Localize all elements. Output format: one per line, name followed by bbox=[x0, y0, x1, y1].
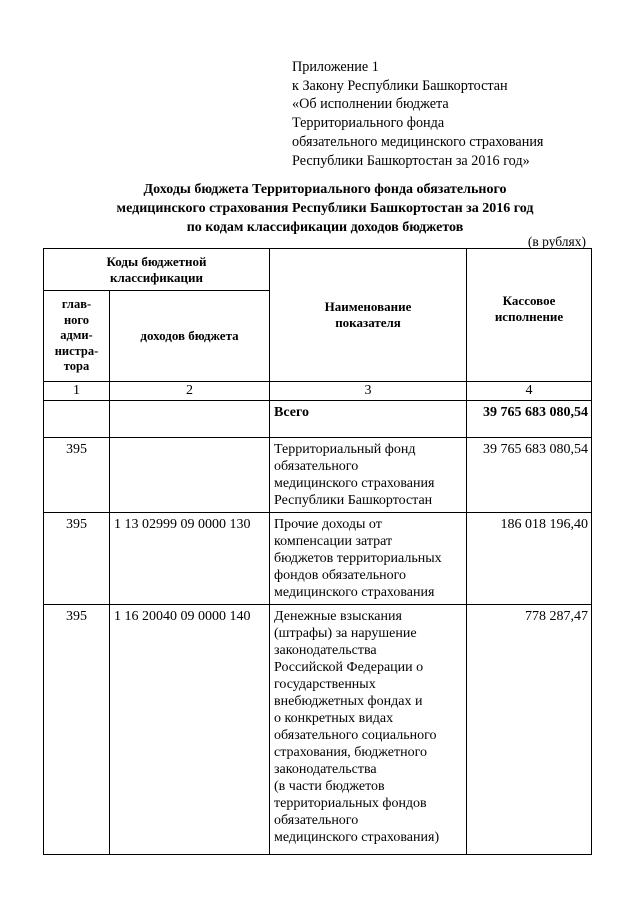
header-name-line: Наименование bbox=[324, 299, 412, 314]
indicator-line: Российской Федерации о bbox=[274, 660, 424, 675]
column-number: 3 bbox=[270, 382, 467, 401]
indicator-line: законодательства bbox=[274, 762, 377, 777]
column-number-row bbox=[44, 382, 592, 401]
amount: 778 287,47 bbox=[467, 605, 592, 855]
indicator-line: страхования, бюджетного bbox=[274, 745, 427, 760]
total-amount: 39 765 683 080,54 bbox=[467, 401, 592, 438]
indicator-line: Прочие доходы от bbox=[274, 517, 382, 532]
header-admin-line: тора bbox=[63, 359, 90, 374]
indicator-line: Республики Башкортостан bbox=[274, 493, 433, 508]
total-row bbox=[44, 401, 592, 438]
income-code bbox=[110, 438, 270, 513]
header-admin-line: глав- bbox=[61, 297, 92, 312]
indicator-line: внебюджетных фондах и bbox=[274, 694, 423, 709]
indicator-name bbox=[270, 438, 467, 513]
admin-code: 395 bbox=[44, 605, 110, 855]
indicator-name bbox=[270, 605, 467, 855]
indicator-line: Территориальный фонд bbox=[274, 442, 416, 457]
indicator-line: медицинского страхования bbox=[274, 476, 435, 491]
header-admin-line: нистра- bbox=[54, 343, 99, 358]
header-row bbox=[44, 249, 592, 291]
indicator-line: Денежные взыскания bbox=[274, 609, 402, 624]
indicator-line: о конкретных видах bbox=[274, 711, 394, 726]
document-title bbox=[40, 180, 610, 237]
header-income: доходов бюджета bbox=[110, 291, 270, 382]
header-amount-line: Кассовое bbox=[502, 293, 556, 308]
indicator-line: (штрафы) за нарушение bbox=[274, 626, 417, 641]
appendix-block bbox=[292, 58, 543, 170]
total-admin-cell bbox=[44, 401, 110, 438]
indicator-line: территориальных фондов bbox=[274, 796, 427, 811]
header-amount-line: исполнение bbox=[494, 309, 564, 324]
column-number: 1 bbox=[44, 382, 110, 401]
header-name-line: показателя bbox=[335, 315, 401, 330]
title-line: медицинского страхования Республики Башкортостан за 2016 год bbox=[116, 201, 534, 216]
header-codes-group bbox=[44, 249, 270, 291]
header-name bbox=[270, 249, 467, 382]
appendix-line: Приложение 1 bbox=[292, 59, 379, 75]
amount: 39 765 683 080,54 bbox=[467, 438, 592, 513]
income-code: 1 13 02999 09 0000 130 bbox=[110, 513, 270, 605]
indicator-line: законодательства bbox=[274, 643, 377, 658]
appendix-line: к Закону Республики Башкортостан bbox=[292, 77, 508, 94]
header-codes-line: классификации bbox=[109, 269, 204, 285]
table-row bbox=[44, 513, 592, 605]
appendix-line: Территориального фонда bbox=[292, 115, 445, 132]
income-code: 1 16 20040 09 0000 140 bbox=[110, 605, 270, 855]
indicator-line: обязательного bbox=[274, 813, 359, 828]
indicator-line: фондов обязательного bbox=[274, 568, 406, 583]
title-line: Доходы бюджета Территориального фонда обязательного bbox=[143, 182, 507, 197]
amount: 186 018 196,40 bbox=[467, 513, 592, 605]
column-number: 4 bbox=[467, 382, 592, 401]
header-admin bbox=[44, 291, 110, 382]
header-admin-line: адми- bbox=[60, 328, 93, 343]
indicator-line: государственных bbox=[274, 677, 376, 692]
indicator-name bbox=[270, 513, 467, 605]
header-admin-line: ного bbox=[63, 312, 90, 327]
total-label: Всего bbox=[270, 401, 467, 438]
units-label: (в рублях) bbox=[527, 234, 586, 249]
indicator-line: бюджетов территориальных bbox=[274, 551, 442, 566]
appendix-line: «Об исполнении бюджета bbox=[292, 96, 449, 113]
total-code-cell bbox=[110, 401, 270, 438]
admin-code: 395 bbox=[44, 438, 110, 513]
indicator-line: медицинского страхования) bbox=[274, 830, 440, 845]
indicator-line: (в части бюджетов bbox=[274, 779, 385, 794]
table-row bbox=[44, 438, 592, 513]
indicator-line: медицинского страхования bbox=[274, 585, 435, 600]
revenue-table bbox=[43, 248, 592, 855]
header-codes-line: Коды бюджетной bbox=[106, 253, 207, 269]
admin-code: 395 bbox=[44, 513, 110, 605]
appendix-line: Республики Башкортостан за 2016 год» bbox=[292, 152, 530, 169]
indicator-line: обязательного социального bbox=[274, 728, 437, 743]
indicator-line: обязательного bbox=[274, 459, 359, 474]
table-row bbox=[44, 605, 592, 855]
header-amount bbox=[467, 249, 592, 382]
appendix-line: обязательного медицинского страхования bbox=[292, 133, 544, 150]
indicator-line: компенсации затрат bbox=[274, 534, 393, 549]
title-line: по кодам классификации доходов бюджетов bbox=[186, 220, 464, 235]
column-number: 2 bbox=[110, 382, 270, 401]
